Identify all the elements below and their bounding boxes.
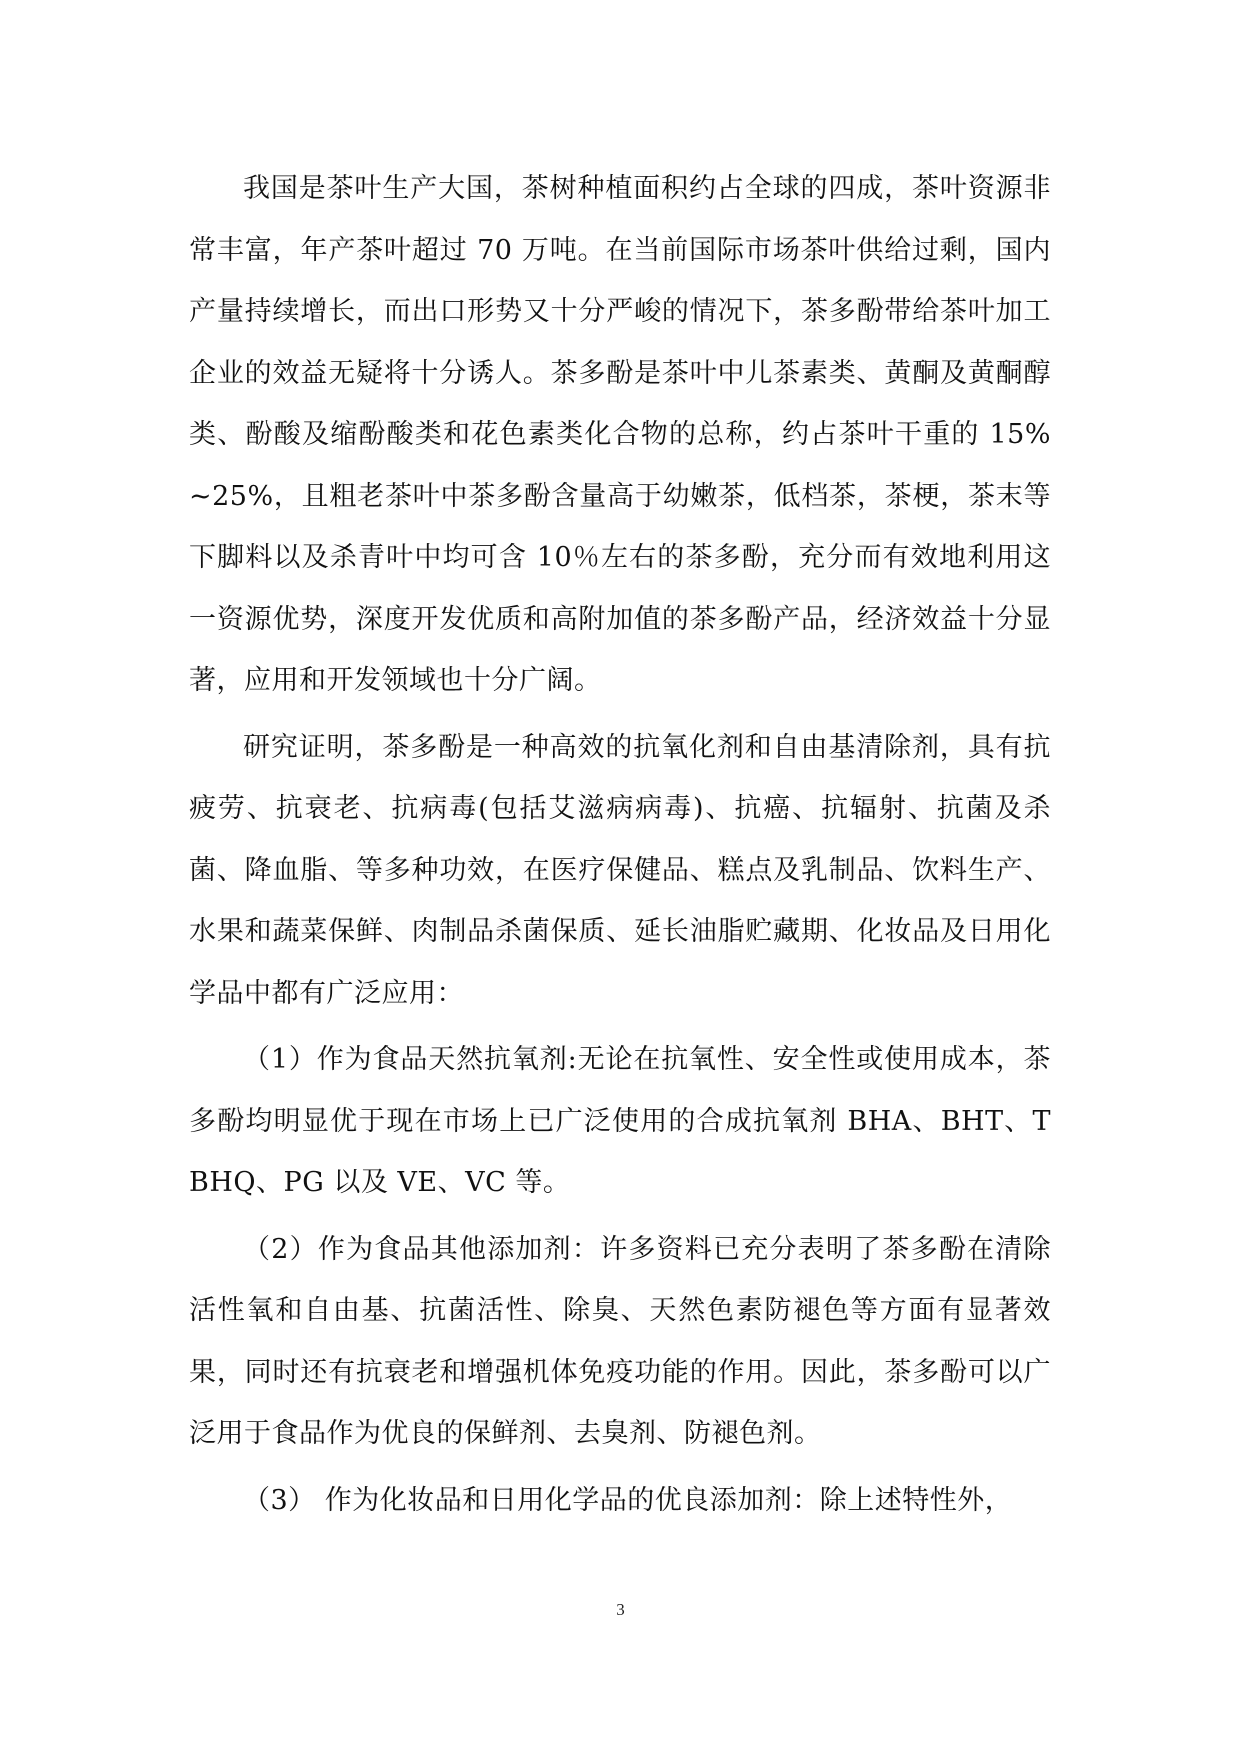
paragraph-tea-industry: 我国是茶叶生产大国，茶树种植面积约占全球的四成，茶叶资源非常丰富，年产茶叶超过 70 万吨。在当前国际市场茶叶供给过剩，国内产量持续增长，而出口形势又十分严峻的情况下，茶多酚带给茶叶加工企业的效益无疑将十分诱人。茶多酚是茶叶中儿茶素类、黄酮及黄酮醇类、酚酸及缩酚酸类和花色素类化合物的总称，约占茶叶干重的 15%~25%，且粗老茶叶中茶多酚含量高于幼嫩茶，低档茶，茶梗，茶末等下脚料以及杀青叶中均可含 10％左右的茶多酚，充分而有效地利用这一资源优势，深度开发优质和高附加值的茶多酚产品，经济效益十分显著，应用和开发领域也十分广阔。 [189, 173, 1051, 696]
document-body [189, 158, 1051, 1531]
paragraph-use-antioxidant: （1）作为食品天然抗氧剂:无论在抗氧性、安全性或使用成本，茶多酚均明显优于现在市场上已广泛使用的合成抗氧剂 BHA、BHT、TBHQ、PG 以及 VE、VC 等。 [189, 1044, 1051, 1198]
paragraph-use-cosmetics: （3） 作为化妆品和日用化学品的优良添加剂：除上述特性外， [243, 1484, 1013, 1516]
paragraph-research-evidence: 研究证明，茶多酚是一种高效的抗氧化剂和自由基清除剂，具有抗疲劳、抗衰老、抗病毒(包括艾滋病病毒)、抗癌、抗辐射、抗菌及杀菌、降血脂、等多种功效，在医疗保健品、糕点及乳制品、饮料生产、水果和蔬菜保鲜、肉制品杀菌保质、延长油脂贮藏期、化妆品及日用化学品中都有广泛应用： [189, 731, 1051, 1009]
paragraph-use-food-additive: （2）作为食品其他添加剂：许多资料已充分表明了茶多酚在清除活性氧和自由基、抗菌活性、除臭、天然色素防褪色等方面有显著效果，同时还有抗衰老和增强机体免疫功能的作用。因此，茶多酚可以广泛用于食品作为优良的保鲜剂、去臭剂、防褪色剂。 [189, 1233, 1051, 1449]
page-number: 3 [616, 1600, 625, 1619]
